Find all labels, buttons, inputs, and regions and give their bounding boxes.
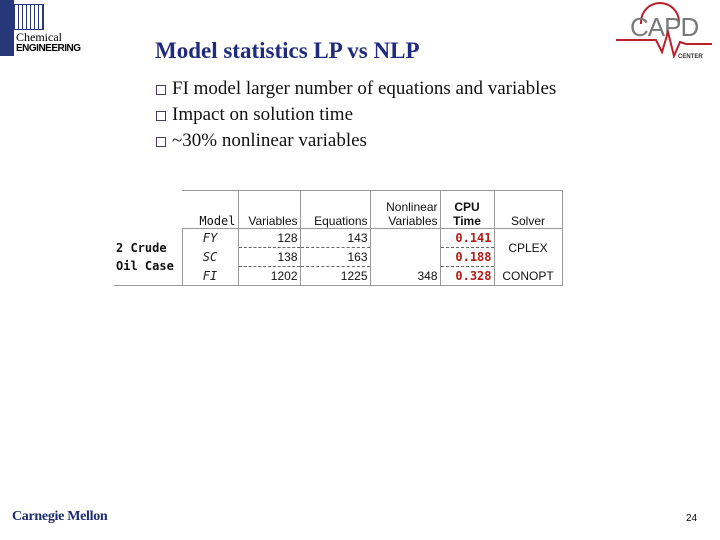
col-header-model: Model [182, 191, 238, 229]
row-fy-equations: 143 [300, 229, 370, 248]
bullet-box-icon [156, 137, 166, 147]
bullet-box-icon [156, 85, 166, 95]
col-header-equations: Equations [300, 191, 370, 229]
col-header-nonlinear-line2: Variables [388, 214, 438, 228]
row-fi-nonlinear: 348 [370, 267, 440, 286]
bullet-item [156, 76, 556, 102]
bullet-text: FI model larger number of equations and variables [172, 78, 557, 99]
col-header-nonlinear-line1: Nonlinear [386, 200, 438, 214]
bullet-box-icon [156, 111, 166, 121]
col-header-solver: Solver [494, 191, 562, 229]
row-fi-equations: 1225 [300, 267, 370, 286]
capd-logo-name: CAPD [630, 12, 699, 42]
model-statistics-table [114, 190, 563, 286]
empty-corner-cell [114, 191, 182, 229]
logo-line-2: ENGINEERING [16, 43, 81, 54]
solver-lp-cell: CPLEX [494, 229, 562, 267]
row-sc-variables: 138 [238, 248, 300, 267]
bullet-item [156, 128, 556, 154]
logo-line-1: Chemical [16, 30, 62, 44]
solver-nlp-cell: CONOPT [494, 267, 562, 286]
carnegie-mellon-logo: Carnegie Mellon [12, 509, 108, 524]
group-label-line1: 2 Crude [116, 240, 167, 255]
slide-title: Model statistics LP vs NLP [155, 38, 420, 63]
bullet-text: ~30% nonlinear variables [172, 130, 367, 151]
row-fy-nonlinear [370, 229, 440, 248]
col-header-cpu-line1: CPU [454, 200, 480, 214]
bullet-item [156, 102, 556, 128]
logo-block [0, 0, 14, 56]
row-fi-cpu: 0.328 [440, 267, 494, 286]
row-sc-model: SC [182, 248, 238, 267]
capd-logo-sub: CENTER [678, 54, 703, 60]
page-number: 24 [686, 513, 698, 524]
row-fy-variables: 128 [238, 229, 300, 248]
chemical-engineering-logo [0, 0, 81, 60]
capd-center-logo [612, 2, 716, 66]
bullet-text: Impact on solution time [172, 104, 354, 125]
col-header-nonlinear [370, 191, 440, 229]
row-fi-variables: 1202 [238, 267, 300, 286]
group-label-cell [114, 229, 182, 286]
row-fy-cpu: 0.141 [440, 229, 494, 248]
bullet-list [156, 76, 556, 154]
row-fi-model: FI [182, 267, 238, 286]
row-sc-equations: 163 [300, 248, 370, 267]
col-header-cpu-time [440, 191, 494, 229]
row-sc-cpu: 0.188 [440, 248, 494, 267]
col-header-variables: Variables [238, 191, 300, 229]
row-sc-nonlinear [370, 248, 440, 267]
building-icon [14, 4, 44, 30]
group-label-line2: Oil Case [116, 258, 174, 273]
row-fy-model: FY [182, 229, 238, 248]
col-header-cpu-line2: Time [453, 214, 481, 228]
